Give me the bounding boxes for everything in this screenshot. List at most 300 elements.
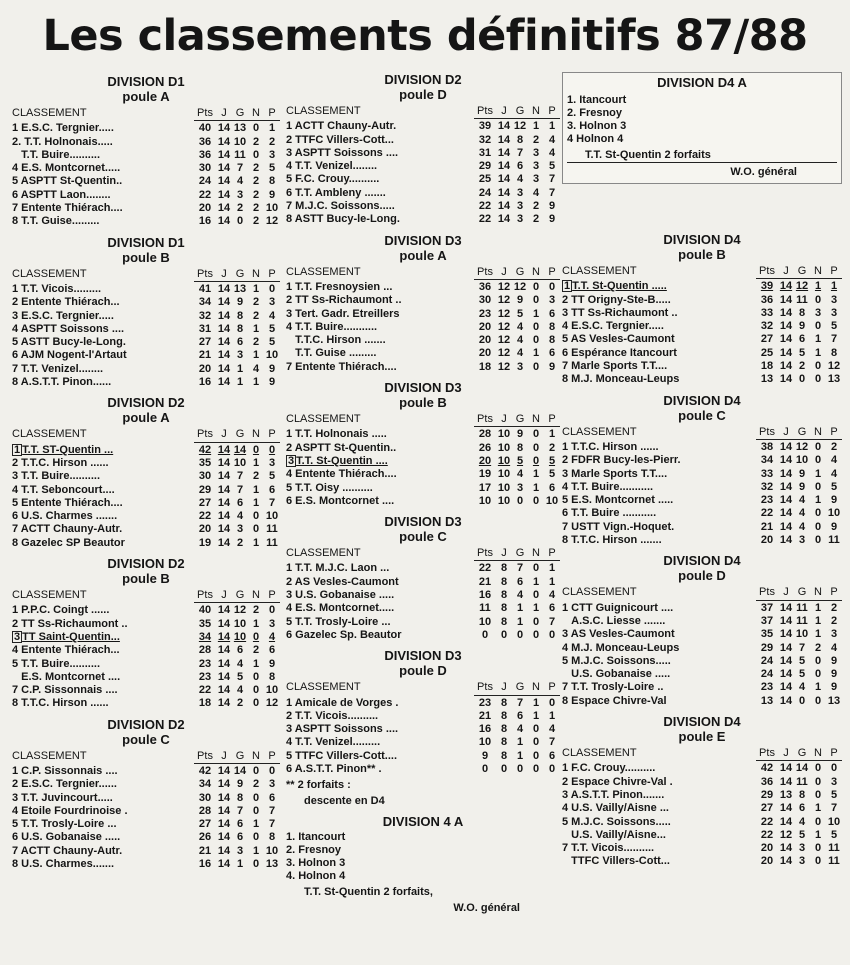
- drawn: 1: [252, 844, 260, 857]
- team-name: 2 TT Origny-Ste-B.....: [562, 293, 671, 306]
- division-title: DIVISION D3: [384, 232, 462, 248]
- won: 7: [516, 696, 524, 709]
- drawn: 0: [814, 480, 822, 493]
- drawn: 0: [814, 507, 822, 520]
- table-row: [12, 349, 280, 362]
- lost: 8: [268, 670, 276, 683]
- played: 14: [217, 309, 231, 322]
- points: 36: [478, 280, 492, 293]
- lost: 10: [545, 494, 559, 507]
- table-row: [562, 454, 842, 467]
- table-row: [286, 120, 560, 133]
- won: 7: [516, 562, 524, 575]
- table-row: [562, 507, 842, 520]
- drawn: 0: [532, 736, 540, 749]
- team-name: E.S. Montcornet ....: [12, 670, 121, 683]
- header-j: J: [496, 681, 512, 695]
- drawn: 0: [814, 855, 822, 868]
- played: 10: [497, 454, 511, 467]
- team-name: 6 T.T. Buire ...........: [562, 507, 657, 520]
- lost: 6: [548, 347, 556, 360]
- lost: 0: [548, 696, 556, 709]
- standings-section: [12, 395, 280, 550]
- drawn: 0: [814, 373, 822, 386]
- team-name: 7 Entente Thiérach....: [286, 360, 397, 373]
- won: 8: [236, 322, 244, 335]
- table-row: [12, 510, 280, 523]
- played: 0: [500, 762, 508, 775]
- lost: 7: [548, 173, 556, 186]
- header-n: N: [248, 750, 264, 764]
- played: 14: [217, 818, 231, 831]
- won: 5: [798, 828, 806, 841]
- lost: 1: [548, 709, 556, 722]
- lost: 3: [268, 778, 276, 791]
- header-j: J: [216, 428, 232, 442]
- team-name: 2 Entente Thiérach...: [12, 296, 120, 309]
- drawn: 2: [252, 470, 260, 483]
- lost: 8: [548, 334, 556, 347]
- poule-title: poule B: [122, 249, 170, 265]
- played: 14: [779, 494, 793, 507]
- lost: 6: [268, 483, 276, 496]
- played: 12: [779, 828, 793, 841]
- played: 14: [779, 668, 793, 681]
- team-name: 3 Tert. Gadr. Etreillers: [286, 307, 400, 320]
- header-g: G: [794, 747, 810, 761]
- played: 8: [500, 736, 508, 749]
- won: 2: [798, 360, 806, 373]
- lost: 1: [548, 562, 556, 575]
- team-name: 6 Gazelec Sp. Beautor: [286, 628, 402, 641]
- drawn: 0: [814, 654, 822, 667]
- played: 8: [500, 562, 508, 575]
- header-g: G: [232, 268, 248, 282]
- header-p: P: [264, 107, 280, 121]
- points: 9: [481, 749, 489, 762]
- team-name: 2 FDFR Bucy-les-Pierr.: [562, 454, 681, 467]
- header-classement: CLASSEMENT: [286, 105, 361, 117]
- team-name: 2 TT Ss-Richaumont ..: [286, 294, 402, 307]
- team-name: A.S.C. Liesse .......: [562, 614, 666, 627]
- points: 13: [760, 373, 774, 386]
- team-name: 5 M.J.C. Soissons.....: [562, 654, 671, 667]
- lost: 4: [268, 630, 276, 643]
- team-name: 3 T.T. Juvincourt.....: [12, 791, 113, 804]
- points: 28: [198, 644, 212, 657]
- played: 10: [497, 481, 511, 494]
- lost: 1: [548, 120, 556, 133]
- team-name: 5 T.T. Oisy ..........: [286, 481, 373, 494]
- lost: 7: [268, 496, 276, 509]
- team-name: 3 T.T. St-Quentin ....: [288, 454, 388, 467]
- team-name: 5 T.T. Buire..........: [12, 657, 101, 670]
- lost: 0: [268, 604, 276, 617]
- table-row: [12, 671, 280, 684]
- won: 14: [233, 764, 247, 777]
- points: 31: [198, 322, 212, 335]
- table-row: [12, 792, 280, 805]
- lost: 3: [830, 775, 838, 788]
- poule-title: poule C: [399, 529, 447, 545]
- played: 14: [779, 802, 793, 815]
- table-row: [286, 147, 560, 160]
- won: 1: [236, 362, 244, 375]
- won: 4: [516, 334, 524, 347]
- header-pts: Pts: [756, 586, 778, 600]
- team-name: T.T.C. Hirson .......: [286, 334, 386, 347]
- division-title: DIVISION D3: [384, 380, 462, 396]
- played: 14: [497, 146, 511, 159]
- table-row: [12, 296, 280, 309]
- won: 6: [516, 709, 524, 722]
- lost: 1: [830, 280, 838, 293]
- table-row: [286, 321, 560, 334]
- points: 21: [478, 709, 492, 722]
- points: 22: [760, 828, 774, 841]
- drawn: 1: [814, 681, 822, 694]
- won: 2: [236, 202, 244, 215]
- table-row: [286, 750, 560, 763]
- table-row: [12, 831, 280, 844]
- won: 3: [236, 188, 244, 201]
- table-row: [12, 444, 280, 457]
- drawn: 0: [814, 440, 822, 453]
- drawn: 0: [814, 815, 822, 828]
- lost: 13: [827, 694, 841, 707]
- played: 14: [779, 293, 793, 306]
- drawn: 1: [814, 802, 822, 815]
- drawn: 0: [252, 630, 260, 643]
- won: 11: [796, 775, 808, 788]
- drawn: 1: [814, 601, 822, 614]
- lost: 8: [830, 346, 838, 359]
- team-name: 7 ACTT Chauny-Autr.: [12, 523, 123, 536]
- header-j: J: [778, 265, 794, 279]
- won: 4: [516, 173, 524, 186]
- won: 11: [796, 601, 808, 614]
- drawn: 0: [252, 791, 260, 804]
- division-title: DIVISION D1: [107, 234, 185, 250]
- points: 20: [760, 534, 774, 547]
- won: 3: [236, 844, 244, 857]
- team-name: 3 ASPTT Soissons ....: [286, 723, 399, 736]
- points: 29: [760, 788, 774, 801]
- table-row: [286, 308, 560, 321]
- team-name: 3 TT Ss-Richaumont ..: [562, 306, 678, 319]
- team-name: 1 Amicale de Vorges .: [286, 696, 399, 709]
- played: 14: [217, 135, 231, 148]
- header-p: P: [826, 586, 842, 600]
- drawn: 3: [532, 146, 540, 159]
- team-name: T.T. Guise .........: [286, 347, 377, 360]
- drawn: 1: [532, 602, 540, 615]
- played: 10: [497, 468, 511, 481]
- won: 11: [796, 293, 808, 306]
- header-pts: Pts: [474, 413, 496, 427]
- points: 29: [478, 160, 492, 173]
- won: 4: [516, 320, 524, 333]
- team-name: 3 Marle Sports T.T....: [562, 467, 668, 480]
- drawn: 3: [532, 173, 540, 186]
- list-item: 2. Fresnoy: [286, 844, 342, 857]
- points: 30: [198, 791, 212, 804]
- won: 4: [798, 494, 806, 507]
- team-name: 2. T.T. Holnonais.....: [12, 135, 113, 148]
- won: 3: [798, 534, 806, 547]
- won: 9: [798, 467, 806, 480]
- drawn: 0: [814, 360, 822, 373]
- points: 27: [760, 802, 774, 815]
- team-name: 2 T.T. Vicois..........: [286, 709, 379, 722]
- header-classement: CLASSEMENT: [562, 265, 637, 277]
- played: 14: [779, 467, 793, 480]
- drawn: 2: [252, 778, 260, 791]
- lost: 8: [268, 831, 276, 844]
- team-name: 1 ACTT Chauny-Autr.: [286, 120, 397, 133]
- header-g: G: [794, 426, 810, 440]
- list-item: 2. Fresnoy: [567, 107, 623, 119]
- lost: 9: [268, 657, 276, 670]
- header-classement: CLASSEMENT: [286, 265, 361, 278]
- points: 36: [760, 775, 774, 788]
- points: 18: [478, 360, 492, 373]
- drawn: 1: [252, 483, 260, 496]
- header-classement: CLASSEMENT: [562, 586, 637, 599]
- team-name: 3 AS Vesles-Caumont: [562, 628, 675, 641]
- played: 12: [497, 320, 511, 333]
- won: 4: [798, 520, 806, 533]
- lost: 11: [828, 855, 840, 868]
- played: 14: [217, 791, 231, 804]
- points: 36: [198, 135, 212, 148]
- poule-title: poule B: [399, 395, 447, 411]
- table-row: [562, 307, 842, 320]
- won: 2: [236, 536, 244, 549]
- drawn: 2: [252, 644, 260, 657]
- table-row: [12, 363, 280, 376]
- played: 14: [217, 858, 231, 871]
- won: 5: [236, 670, 244, 683]
- played: 14: [497, 133, 511, 146]
- won: 10: [233, 630, 247, 643]
- table-row: [562, 602, 842, 615]
- played: 14: [217, 349, 231, 362]
- team-name: 1 T.T. ST-Quentin ...: [14, 443, 114, 456]
- team-name: T.T. Buire..........: [12, 148, 101, 161]
- won: 5: [798, 654, 806, 667]
- points: 22: [760, 507, 774, 520]
- team-name: 4 E.S.C. Tergnier.....: [562, 320, 664, 333]
- points: 21: [198, 844, 212, 857]
- won: 9: [516, 294, 524, 307]
- team-name: 4 U.S. Vailly/Aisne ...: [562, 802, 669, 815]
- drawn: 0: [252, 670, 260, 683]
- lost: 5: [268, 322, 276, 335]
- team-name: 2 TT Ss-Richaumont ..: [12, 617, 128, 630]
- won: 8: [798, 306, 806, 319]
- won: 5: [798, 346, 806, 359]
- table-row: [12, 658, 280, 671]
- header-classement: CLASSEMENT: [12, 267, 87, 280]
- won: 0: [798, 373, 806, 386]
- points: 16: [198, 376, 212, 389]
- header-n: N: [528, 681, 544, 695]
- points: 32: [478, 133, 492, 146]
- won: 0: [236, 215, 244, 228]
- played: 14: [779, 454, 793, 467]
- points: 10: [478, 736, 492, 749]
- table-row: [562, 494, 842, 507]
- table-row: [12, 136, 280, 149]
- table-row: [286, 468, 560, 481]
- table-row: [562, 628, 842, 641]
- team-name: 1 T.T. Vicois.........: [12, 282, 102, 295]
- standings-section: [286, 380, 560, 508]
- played: 14: [779, 480, 793, 493]
- played: 14: [779, 534, 793, 547]
- points: 22: [198, 188, 212, 201]
- table-row: [286, 763, 560, 776]
- points: 27: [198, 818, 212, 831]
- team-name: 1 P.P.C. Coingt ......: [12, 604, 110, 617]
- played: 14: [217, 617, 231, 630]
- team-name: 4 E.S. Montcornet.....: [12, 162, 121, 175]
- team-name: 2 AS Vesles-Caumont: [286, 575, 399, 588]
- header-j: J: [216, 107, 232, 121]
- played: 8: [500, 696, 508, 709]
- played: 14: [217, 510, 231, 523]
- table-row: [286, 281, 560, 294]
- team-name: 5 ASPTT St-Quentin..: [12, 175, 123, 188]
- table-row: [562, 441, 842, 454]
- lost: 9: [830, 681, 838, 694]
- lost: 0: [548, 628, 556, 641]
- table-row: [562, 802, 842, 815]
- table-row: [562, 789, 842, 802]
- drawn: 1: [814, 614, 822, 627]
- points: 24: [478, 186, 492, 199]
- table-row: [12, 778, 280, 791]
- table-row: [286, 160, 560, 173]
- table-row: [562, 333, 842, 346]
- drawn: 1: [814, 467, 822, 480]
- lost: 11: [266, 536, 278, 549]
- lost: 2: [830, 614, 838, 627]
- table-row: [12, 631, 280, 644]
- standings-section: [12, 717, 280, 872]
- drawn: 0: [814, 842, 822, 855]
- won: 12: [233, 604, 247, 617]
- played: 14: [217, 657, 231, 670]
- played: 14: [779, 306, 793, 319]
- points: 17: [478, 481, 492, 494]
- lost: 3: [548, 294, 556, 307]
- points: 23: [198, 657, 212, 670]
- played: 14: [779, 507, 793, 520]
- drawn: 2: [252, 296, 260, 309]
- drawn: 0: [532, 615, 540, 628]
- table-row: [562, 534, 842, 547]
- points: 41: [198, 282, 212, 295]
- drawn: 0: [532, 320, 540, 333]
- lost: 12: [265, 697, 279, 710]
- won: 3: [516, 360, 524, 373]
- team-name: 3 TT Saint-Quentin...: [14, 630, 120, 643]
- poule-title: poule C: [122, 731, 170, 747]
- table-row: [562, 481, 842, 494]
- won: 13: [233, 282, 247, 295]
- team-name: 3 T.T. Buire..........: [12, 470, 101, 483]
- header-pts: Pts: [194, 428, 216, 442]
- won: 1: [236, 376, 244, 389]
- points: 25: [478, 173, 492, 186]
- drawn: 3: [814, 306, 822, 319]
- drawn: 0: [814, 668, 822, 681]
- points: 34: [198, 296, 212, 309]
- points: 10: [478, 615, 492, 628]
- table-header: [12, 268, 280, 282]
- points: 0: [481, 762, 489, 775]
- played: 14: [497, 186, 511, 199]
- lost: 13: [265, 858, 279, 871]
- rank-number: 3: [288, 454, 295, 467]
- drawn: 0: [814, 520, 822, 533]
- won: 7: [798, 641, 806, 654]
- header-classement: CLASSEMENT: [12, 749, 87, 762]
- points: 22: [760, 815, 774, 828]
- header-g: G: [512, 681, 528, 695]
- drawn: 1: [532, 468, 540, 481]
- won: 10: [795, 454, 809, 467]
- lost: 2: [268, 135, 276, 148]
- lost: 10: [265, 349, 279, 362]
- drawn: 1: [532, 347, 540, 360]
- spacer: [562, 184, 842, 232]
- standings-section: [562, 714, 842, 869]
- lost: 12: [265, 215, 279, 228]
- list-item: 4. Holnon 4: [286, 870, 346, 883]
- played: 14: [779, 775, 793, 788]
- division-title: DIVISION D3: [384, 514, 462, 530]
- points: 38: [760, 440, 774, 453]
- team-name: 8 Espace Chivre-Val: [562, 694, 667, 707]
- table-row: [286, 482, 560, 495]
- points: 28: [198, 804, 212, 817]
- drawn: 0: [814, 694, 822, 707]
- points: 16: [478, 589, 492, 602]
- won: 7: [236, 162, 244, 175]
- points: 31: [478, 146, 492, 159]
- drawn: 2: [252, 215, 260, 228]
- team-name: 1 T.T. M.J.C. Laon ...: [286, 562, 390, 575]
- drawn: 0: [532, 334, 540, 347]
- points: 20: [478, 347, 492, 360]
- won: 4: [516, 723, 524, 736]
- lost: 9: [268, 376, 276, 389]
- list-item: 3. Holnon 3: [286, 857, 346, 870]
- team-name: 4 Entente Thiérach...: [12, 644, 120, 657]
- lost: 2: [830, 601, 838, 614]
- poule-title: poule B: [122, 571, 170, 587]
- team-name: 5 F.C. Crouy..........: [286, 173, 380, 186]
- column-left: [12, 74, 280, 877]
- won: 12: [795, 440, 809, 453]
- played: 14: [217, 483, 231, 496]
- won: 8: [236, 309, 244, 322]
- table-header: [286, 547, 560, 561]
- header-classement: CLASSEMENT: [286, 681, 361, 694]
